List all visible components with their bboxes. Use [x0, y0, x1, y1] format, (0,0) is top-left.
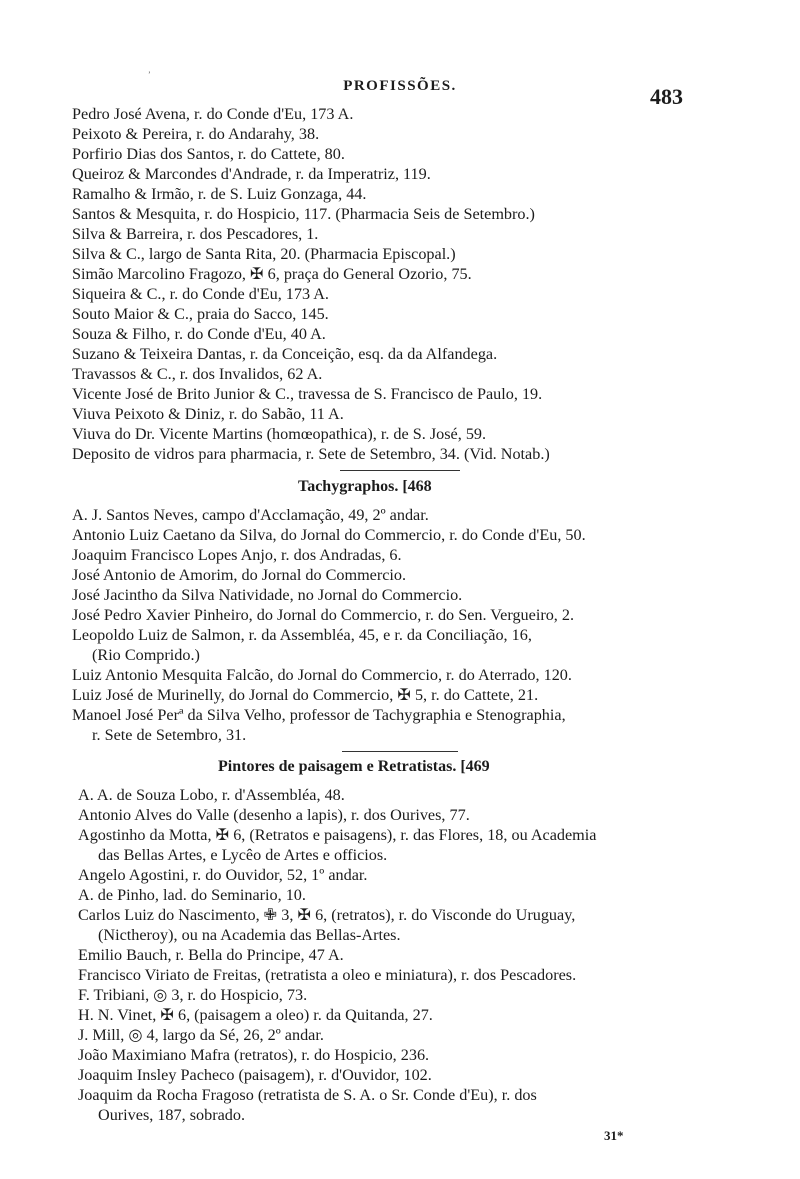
list-item: Leopoldo Luiz de Salmon, r. da Assembléa, 45, e r. da Conciliação, 16, [72, 626, 532, 644]
list-item: José Antonio de Amorim, do Jornal do Commercio. [72, 566, 407, 584]
signature-mark: 31* [604, 1128, 624, 1143]
section-heading-pintores: Pintores de paisagem e Retratistas. [469 [218, 758, 490, 775]
list-item: A. J. Santos Neves, campo d'Acclamação, 49, 2º andar. [72, 506, 429, 524]
list-item: Suzano & Teixeira Dantas, r. da Conceição, esq. da da Alfandega. [72, 345, 498, 363]
list-item: Manoel José Perª da Silva Velho, professor de Tachygraphia e Stenographia, [72, 706, 566, 724]
list-item: João Maximiano Mafra (retratos), r. do Hospicio, 236. [78, 1046, 430, 1064]
list-item: Souza & Filho, r. do Conde d'Eu, 40 A. [72, 325, 326, 343]
list-item: Simão Marcolino Fragozo, ✠ 6, praça do General Ozorio, 75. [72, 265, 472, 283]
page-title: PROFISSÕES. [343, 78, 457, 94]
list-item: Carlos Luiz do Nascimento, ✙ 3, ✠ 6, (retratos), r. do Visconde do Uruguay, [78, 906, 576, 924]
list-item: Deposito de vidros para pharmacia, r. Sete de Setembro, 34. (Vid. Notab.) [72, 445, 550, 463]
list-item: Luiz José de Murinelly, do Jornal do Commercio, ✠ 5, r. do Cattete, 21. [72, 686, 539, 704]
list-item: Agostinho da Motta, ✠ 6, (Retratos e paisagens), r. das Flores, 18, ou Academia [78, 826, 597, 844]
list-item: F. Tribiani, ◎ 3, r. do Hospicio, 73. [78, 986, 308, 1004]
list-item: Ramalho & Irmão, r. de S. Luiz Gonzaga, 44. [72, 185, 367, 203]
list-item: Souto Maior & C., praia do Sacco, 145. [72, 305, 329, 323]
stray-mark: ʼ [148, 70, 151, 79]
list-item: Santos & Mesquita, r. do Hospicio, 117. (Pharmacia Seis de Setembro.) [72, 205, 535, 223]
section-divider [342, 751, 458, 752]
section-heading-tachygraphos: Tachygraphos. [468 [298, 478, 432, 495]
list-item: Queiroz & Marcondes d'Andrade, r. da Imperatriz, 119. [72, 165, 431, 183]
list-item-continuation: Ourives, 187, sobrado. [98, 1106, 246, 1124]
section-divider [340, 470, 460, 471]
list-item: Peixoto & Pereira, r. do Andarahy, 38. [72, 125, 320, 143]
list-item: Silva & C., largo de Santa Rita, 20. (Pharmacia Episcopal.) [72, 245, 456, 263]
list-item: J. Mill, ◎ 4, largo da Sé, 26, 2º andar. [78, 1026, 324, 1044]
list-item: Joaquim da Rocha Fragoso (retratista de S. A. o Sr. Conde d'Eu), r. dos [78, 1086, 537, 1104]
list-item-continuation: r. Sete de Setembro, 31. [92, 726, 247, 744]
list-item: A. A. de Souza Lobo, r. d'Assembléa, 48. [78, 786, 345, 804]
list-item: Viuva Peixoto & Diniz, r. do Sabão, 11 A. [72, 405, 344, 423]
list-item: Travassos & C., r. dos Invalidos, 62 A. [72, 365, 323, 383]
list-item-continuation: (Nictheroy), ou na Academia das Bellas-Artes. [98, 926, 401, 944]
list-item: Angelo Agostini, r. do Ouvidor, 52, 1º andar. [78, 866, 368, 884]
list-item: Francisco Viriato de Freitas, (retratista a oleo e miniatura), r. dos Pescadores. [78, 966, 577, 984]
list-item: Porfirio Dias dos Santos, r. do Cattete, 80. [72, 145, 345, 163]
list-item: A. de Pinho, lad. do Seminario, 10. [78, 886, 306, 904]
list-item: José Pedro Xavier Pinheiro, do Jornal do Commercio, r. do Sen. Vergueiro, 2. [72, 606, 575, 624]
list-item: Antonio Luiz Caetano da Silva, do Jornal do Commercio, r. do Conde d'Eu, 50. [72, 526, 586, 544]
list-item: Pedro José Avena, r. do Conde d'Eu, 173 A. [72, 105, 354, 123]
list-item: H. N. Vinet, ✠ 6, (paisagem a oleo) r. da Quitanda, 27. [78, 1006, 433, 1024]
list-item: Silva & Barreira, r. dos Pescadores, 1. [72, 225, 319, 243]
list-item: Joaquim Francisco Lopes Anjo, r. dos Andradas, 6. [72, 546, 402, 564]
list-item: Vicente José de Brito Junior & C., travessa de S. Francisco de Paulo, 19. [72, 385, 543, 403]
list-item: Viuva do Dr. Vicente Martins (homœopathica), r. de S. José, 59. [72, 425, 487, 443]
list-item-continuation: das Bellas Artes, e Lycêo de Artes e officios. [98, 846, 388, 864]
list-item: Siqueira & C., r. do Conde d'Eu, 173 A. [72, 285, 329, 303]
page-number: 483 [650, 84, 683, 109]
list-item: Emilio Bauch, r. Bella do Principe, 47 A. [78, 946, 344, 964]
list-item: Joaquim Insley Pacheco (paisagem), r. d'Ouvidor, 102. [78, 1066, 432, 1084]
list-item: Luiz Antonio Mesquita Falcão, do Jornal do Commercio, r. do Aterrado, 120. [72, 666, 572, 684]
list-item-continuation: (Rio Comprido.) [92, 646, 200, 664]
list-item: Antonio Alves do Valle (desenho a lapis), r. dos Ourives, 77. [78, 806, 470, 824]
list-item: José Jacintho da Silva Natividade, no Jornal do Commercio. [72, 586, 463, 604]
